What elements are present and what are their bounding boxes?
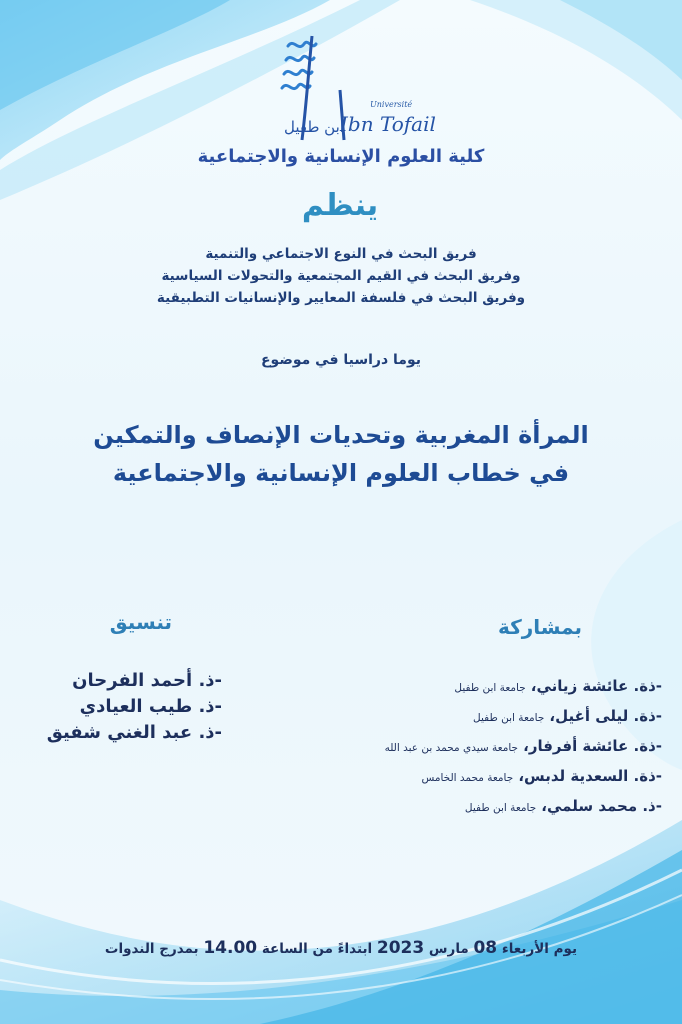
coordinator-name: -ذ. عبد الغني شفيق	[46, 722, 222, 743]
participant-row	[385, 732, 662, 762]
research-team-line: وفريق البحث في القيم المجتمعية والتحولات السياسية	[161, 268, 521, 284]
coordinator-name: -ذ. طيب العيادي	[79, 696, 222, 717]
logo-arabic-name: ابن طفيل	[284, 118, 344, 136]
research-team-line: فريق البحث في النوع الاجتماعي والتنمية	[205, 246, 477, 262]
event-title	[40, 416, 642, 492]
participant-row	[385, 672, 662, 702]
event-date-number: 08	[473, 938, 498, 958]
participant-affiliation: جامعة سيدي محمد بن عبد الله	[384, 742, 519, 754]
event-title-line: المرأة المغربية وتحديات الإنصاف والتمكين	[93, 421, 589, 449]
participant-row	[385, 792, 662, 822]
event-venue: بمدرج الندوات	[104, 941, 199, 957]
participant-affiliation: جامعة محمد الخامس	[421, 772, 514, 784]
study-day-label: يوما دراسيا في موضوع	[260, 352, 421, 368]
event-title-line: في خطاب العلوم الإنسانية والاجتماعية	[112, 459, 570, 487]
coordinator-name: -ذ. أحمد الفرحان	[72, 670, 222, 691]
participant-row	[385, 762, 662, 792]
participant-name: -ذة. عائشة أفرفار،	[523, 737, 662, 755]
event-year: 2023	[376, 938, 425, 958]
participant-affiliation: جامعة ابن طفيل	[473, 712, 545, 724]
participant-row	[385, 702, 662, 732]
participant-name: -ذة. عائشة زياني،	[530, 677, 662, 695]
coordination-heading: تنسيق	[109, 610, 172, 634]
organizes-heading: ينظم	[301, 188, 379, 223]
participant-affiliation: جامعة ابن طفيل	[454, 682, 526, 694]
research-teams	[100, 243, 582, 309]
faculty-name: كلية العلوم الإنسانية والاجتماعية	[197, 146, 485, 167]
event-day: يوم الأربعاء	[501, 941, 578, 957]
participant-name: -ذ. محمد سلمي،	[541, 797, 662, 815]
participant-affiliation: جامعة ابن طفيل	[464, 802, 537, 814]
coordination-list	[47, 668, 222, 746]
event-start-label: ابتداءً من الساعة	[261, 941, 373, 957]
participant-name: -ذة. ليلى أغيل،	[549, 707, 662, 725]
research-team-line: وفريق البحث في فلسفة المعايير والإنسانيات التطبيقية	[156, 290, 526, 306]
participation-heading: بمشاركة	[497, 615, 582, 639]
event-month: مارس	[428, 941, 469, 957]
event-time: 14.00	[203, 938, 258, 958]
participant-name: -ذة. السعدية لدبس،	[518, 767, 662, 785]
logo-university-label: Université	[370, 100, 413, 109]
logo-latin-name: Ibn Tofail	[340, 112, 436, 136]
participants-list	[385, 672, 662, 822]
event-date-venue	[10, 938, 672, 958]
